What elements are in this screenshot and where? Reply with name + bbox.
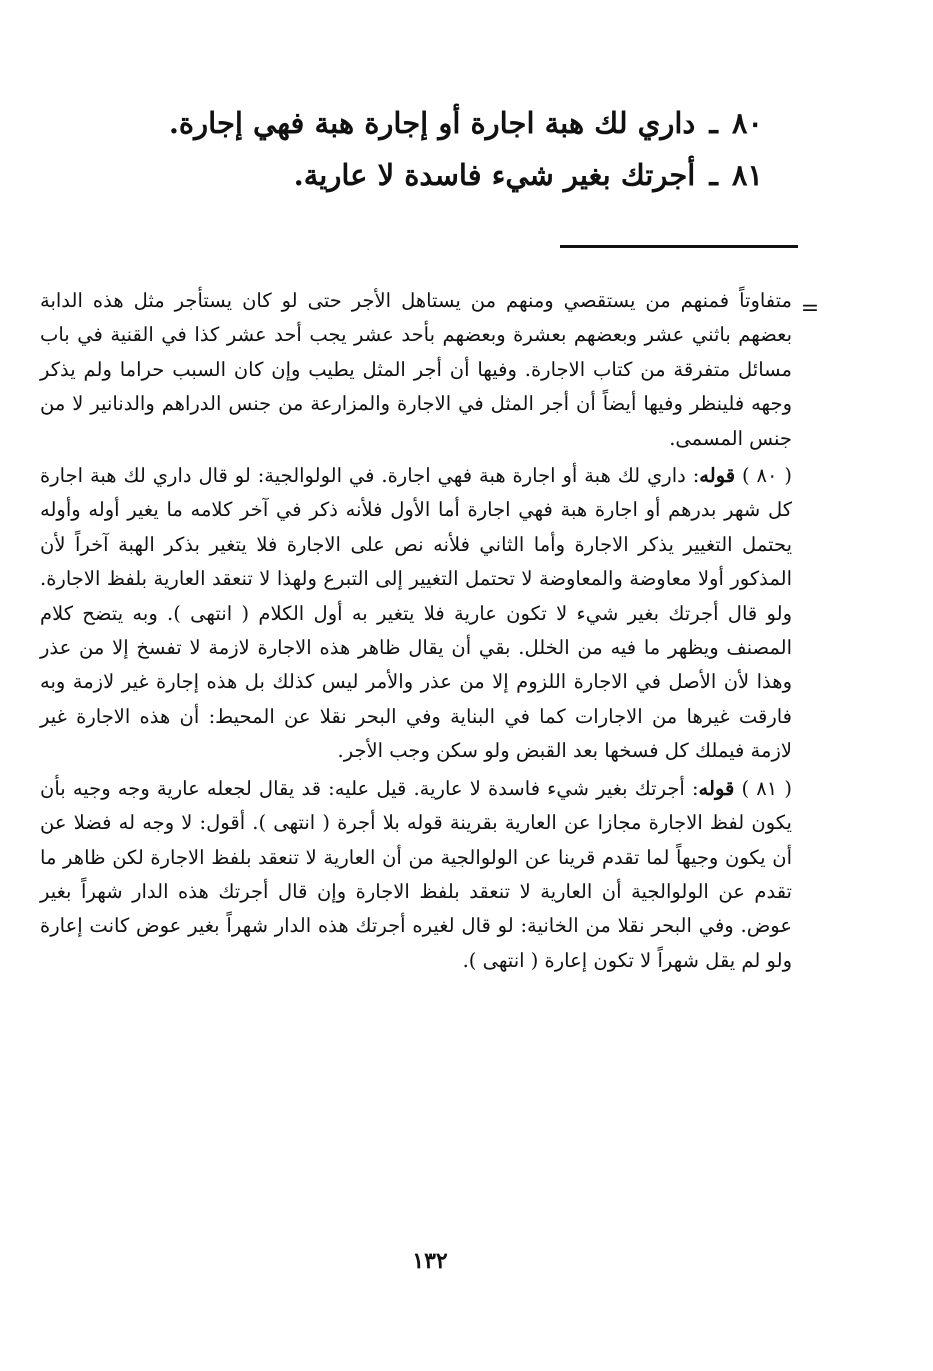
matn-line-81	[143, 158, 763, 192]
matn-dash: ـ	[709, 158, 718, 192]
note-number: ( ٨٠ )	[742, 464, 792, 488]
matn-text: داري لك هبة اجارة أو إجارة هبة فهي إجارة.	[168, 106, 696, 140]
note-text: : داري لك هبة أو اجارة هبة فهي اجارة. في الولوالجية: لو قال داري لك هبة اجارة كل شهر بدرهم أو اجارة هبة فهي اجارة أما الأول فلأنه ذكر في آخر كلامه ما يغير أوله وأوله يحتمل التغيير يذكر الاجارة وأما الثاني فلأنه نص على الاجارة فلا يتغير بذكر الهبة آخراً لأن المذكور أولا معاوضة والمعاوضة لا تحتمل التغيير إلى التبرع ولهذا لا تنعقد العارية بلفظ الاجارة. ولو قال أجرتك بغير شيء لا تكون عارية فلا يتغير به أول الكلام ( انتهى ). وبه يتضح كلام المصنف ويظهر ما فيه من الخلل. بقي أن يقال ظاهر هذه الاجارة لازمة لا تفسخ إلا من عذر وهذا لأن الأصل في الاجارة اللزوم إلا من عذر والأمر ليس كذلك بل هذه إجارة غير لازمة وبه فارقت غيرها من الاجارات كما في البناية وفي البحر نقلا عن المحيط: أن هذه الاجارة غير لازمة فيملك كل فسخها بعد القبض ولو سكن وجب الأجر.	[40, 464, 792, 763]
note-text: : أجرتك بغير شيء فاسدة لا عارية. قيل عليه: قد يقال لجعله عارية وجه وجيه بأن يكون لفظ الاجارة مجازا عن العارية بقرينة قوله بلا أجرة ( انتهى ). أقول: لا وجه له فضلا عن أن يكون وجيهاً لما تقدم قرينا عن الولوالجية من أن العارية لا تنعقد بلفظ الاجارة لكن ظاهر ما تقدم عن الولوالجية أن العارية لا تنعقد بلفظ الاجارة وإن قال أجرتك هذه الدار شهراً بغير عوض. وفي البحر نقلا من الخانية: لو قال لغيره أجرتك هذه الدار شهراً بغير عوض كانت إعارة ولو لم يقل شهراً لا تكون إعارة ( انتهى ).	[40, 776, 792, 972]
note-label: قوله	[699, 464, 736, 488]
matn-dash: ـ	[709, 106, 718, 140]
note-label: قوله	[698, 776, 735, 800]
matn-line-80	[143, 106, 763, 140]
commentary-intro-paragraph: متفاوتاً فمنهم من يستقصي ومنهم من يستاهل الأجر حتى لو كان يستأجر مثل هذه الدابة بعضهم باثني عشر وبعضهم بعشرة وبعضهم بأحد عشر يجب أحد عشر كذا في القنية في باب مسائل متفرقة من كتاب الاجارة. وفيها أن أجر المثل يطيب وإن كان السبب حراما ولم يذكر وجهه فلينظر وفيها أيضاً أن أجر المثل في الاجارة والمزارعة من جنس الدراهم والدنانير لا من جنس المسمى.	[40, 289, 792, 450]
continuation-marker: =	[800, 296, 820, 321]
matn-text: أجرتك بغير شيء فاسدة لا عارية.	[293, 158, 696, 192]
matn-number: ٨٠	[731, 106, 763, 140]
commentary-note-81	[40, 772, 792, 978]
commentary-block	[40, 284, 792, 978]
note-number: ( ٨١ )	[741, 776, 792, 800]
commentary-note-80	[40, 459, 792, 769]
page-number: ١٣٢	[412, 1248, 448, 1274]
footnote-separator-rule	[560, 245, 798, 248]
matn-number: ٨١	[731, 158, 763, 192]
